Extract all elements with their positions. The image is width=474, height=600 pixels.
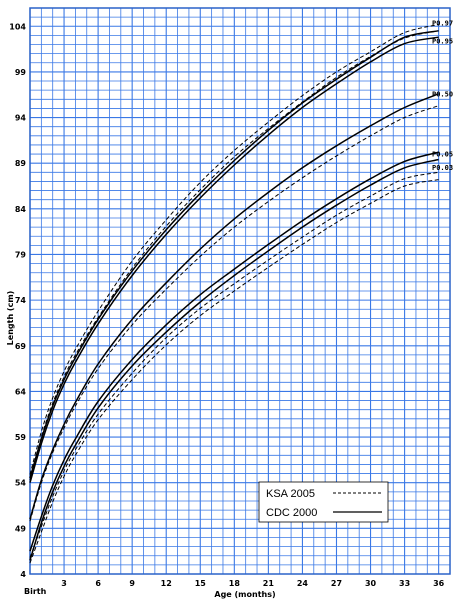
y-tick-label: 94 <box>14 113 26 123</box>
centile-label: P0.05 <box>432 150 454 159</box>
y-axis-label: Length (cm) <box>6 290 15 346</box>
x-tick-label: 30 <box>364 579 377 588</box>
x-tick-label: 9 <box>129 579 135 588</box>
centile-label: P0.95 <box>432 37 454 46</box>
y-tick-label: 49 <box>14 524 26 534</box>
legend-label-ksa: KSA 2005 <box>266 488 315 500</box>
x-tick-label: 6 <box>95 579 101 588</box>
y-tick-label: 64 <box>14 387 26 397</box>
x-tick-label: 12 <box>160 579 172 588</box>
x-tick-label: 21 <box>262 579 274 588</box>
y-tick-label: 4 <box>20 570 26 579</box>
x-tick-label: 3 <box>61 579 67 588</box>
x-tick-labels <box>61 579 444 588</box>
x-tick-label: 18 <box>228 579 240 588</box>
y-tick-label: 69 <box>14 341 26 351</box>
y-tick-label: 59 <box>14 433 26 443</box>
x-axis-label: Age (months) <box>214 590 276 599</box>
y-tick-label: 104 <box>9 22 26 32</box>
y-tick-label: 89 <box>14 159 26 169</box>
x-tick-label-birth: Birth <box>24 587 47 596</box>
x-tick-label: 33 <box>399 579 411 588</box>
y-tick-label: 54 <box>14 478 26 488</box>
y-tick-label: 79 <box>14 250 26 260</box>
y-tick-label: 84 <box>14 204 26 214</box>
x-tick-label: 15 <box>194 579 206 588</box>
legend <box>259 482 388 522</box>
centile-label: P0.50 <box>432 90 454 99</box>
legend-label-cdc: CDC 2000 <box>266 507 318 519</box>
x-tick-label: 36 <box>433 579 445 588</box>
y-tick-label: 74 <box>14 296 26 306</box>
x-tick-label: 27 <box>330 579 343 588</box>
centile-label: P0.03 <box>432 164 454 173</box>
y-tick-label: 99 <box>14 67 26 77</box>
centile-label: P0.97 <box>432 19 454 28</box>
x-tick-label: 24 <box>296 579 309 588</box>
